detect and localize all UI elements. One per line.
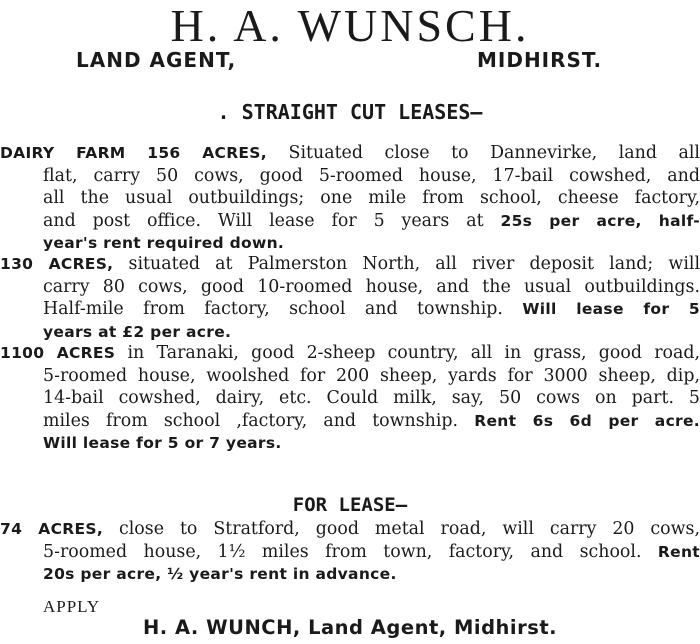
listing-line: year's rent required down. bbox=[43, 234, 285, 252]
agent-location: MIDHIRST. bbox=[477, 48, 603, 72]
listing-line: 14-bail cowshed, dairy, etc. Could milk, say, 50 cows on part. 5 bbox=[43, 388, 700, 408]
apply-label: APPLY bbox=[43, 597, 101, 616]
listing-dairy-farm bbox=[0, 142, 700, 255]
listing-line: 5-roomed house, woolshed for 200 sheep, yards for 3000 sheep, dip, bbox=[43, 365, 700, 386]
listing-lead: DAIRY FARM 156 ACRES, bbox=[0, 144, 267, 162]
listing-line: 1100 ACRES in Taranaki, good 2-sheep country, all in grass, good road, bbox=[0, 343, 700, 363]
listing-1100-acres bbox=[0, 342, 700, 455]
listing-line: Will lease for 5 or 7 years. bbox=[43, 434, 282, 452]
listing-line: flat, carry 50 cows, good 5-roomed house, 17-bail cowshed, and bbox=[43, 165, 700, 186]
listing-line: 130 ACRES, situated at Palmerston North, all river deposit land; will bbox=[0, 254, 700, 274]
listing-lead: 130 ACRES, bbox=[0, 255, 114, 273]
agent-line bbox=[0, 48, 700, 78]
listing-line: years at £2 per acre. bbox=[43, 322, 232, 341]
listing-line: 20s per acre, ½ year's rent in advance. bbox=[43, 565, 397, 583]
signature-line: H. A. WUNCH, Land Agent, Midhirst. bbox=[142, 616, 558, 639]
advertiser-name: H. A. WUNSCH. bbox=[170, 0, 530, 51]
listing-line: Half-mile from factory, school and township. Will lease for 5 bbox=[43, 299, 700, 319]
listing-line: all the usual outbuildings; one mile from school, cheese factory, bbox=[43, 188, 700, 208]
listing-lead: 74 ACRES, bbox=[0, 520, 104, 538]
listing-line: and post office. Will lease for 5 years at 25s per acre, half- bbox=[43, 210, 700, 231]
listing-line: carry 80 cows, good 10-roomed house, and the usual outbuildings. bbox=[43, 276, 700, 297]
listing-lead: 1100 ACRES bbox=[0, 344, 116, 362]
listing-line: DAIRY FARM 156 ACRES, Situated close to Dannevirke, land all bbox=[0, 143, 700, 163]
listing-130-acres bbox=[0, 253, 700, 343]
agent-title: LAND AGENT, bbox=[76, 48, 237, 72]
listing-line: 5-roomed house, 1½ miles from town, factory, and school. Rent bbox=[43, 541, 700, 562]
listing-74-acres bbox=[0, 518, 700, 586]
section-heading-for-lease: FOR LEASE— bbox=[292, 494, 408, 516]
section-heading-straight-cut-leases: . STRAIGHT CUT LEASES— bbox=[217, 100, 483, 124]
listing-line: 74 ACRES, close to Stratford, good metal road, will carry 20 cows, bbox=[0, 519, 700, 539]
listing-line: miles from school ,factory, and township. Rent 6s 6d per acre. bbox=[43, 410, 700, 431]
